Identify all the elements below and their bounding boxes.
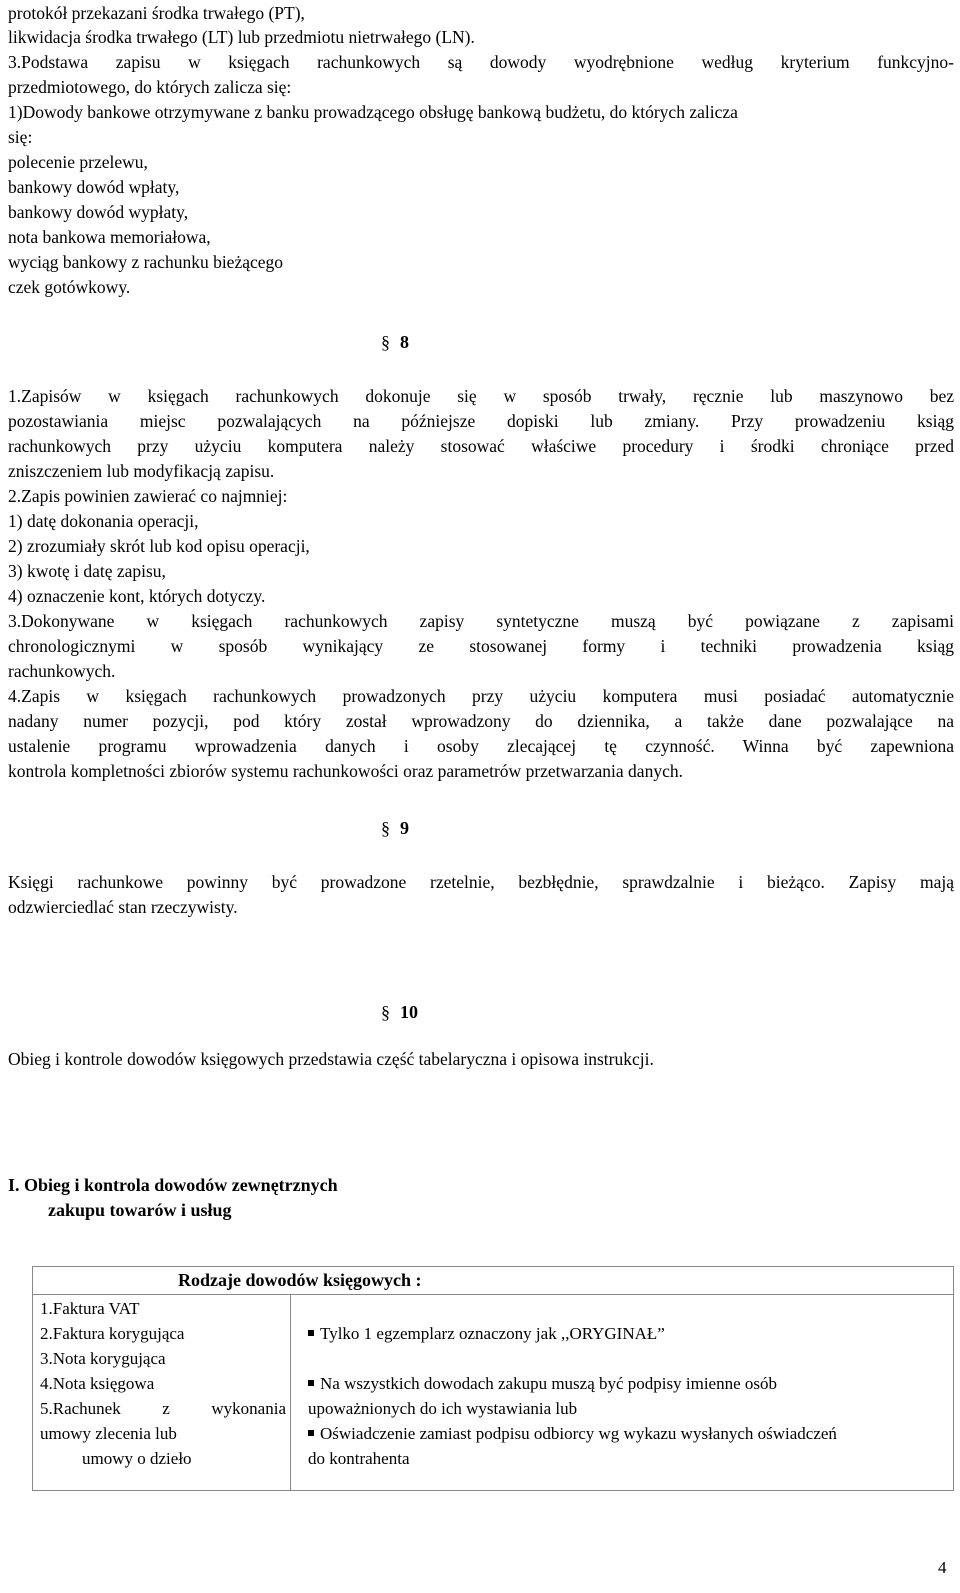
table-bullet-item [308, 1321, 665, 1347]
paragraph-line: chronologicznymi w sposób wynikający ze stosowanej formy i techniki prowadzenia ksiąg [8, 636, 954, 656]
intro-line: się: [8, 127, 33, 147]
table-cell: 3.Nota korygująca [40, 1349, 166, 1368]
list-item: 1) datę dokonania operacji, [8, 511, 199, 531]
table-cell: 2.Faktura korygująca [40, 1324, 185, 1343]
page-number: 4 [938, 1558, 947, 1577]
bullet-icon [308, 1380, 314, 1386]
bullet-text: Tylko 1 egzemplarz oznaczony jak ,,ORYGINAŁ” [320, 1324, 665, 1343]
intro-line: protokół przekazani środka trwałego (PT), [8, 3, 305, 23]
section-subtitle: zakupu towarów i usług [48, 1200, 232, 1220]
intro-line: przedmiotowego, do których zalicza się: [8, 77, 292, 97]
table-cell: do kontrahenta [308, 1449, 410, 1468]
paragraph-line: 1.Zapisów w księgach rachunkowych dokonuje się w sposób trwały, ręcznie lub maszynowo bez [8, 386, 954, 406]
table-cell: umowy zlecenia lub [40, 1424, 177, 1443]
paragraph-line: odzwierciedlać stan rzeczywisty. [8, 897, 238, 917]
list-item: czek gotówkowy. [8, 277, 131, 297]
list-item: 2) zrozumiały skrót lub kod opisu operacji, [8, 536, 310, 556]
table-cell: umowy o dzieło [82, 1449, 192, 1468]
section-title: I. Obieg i kontrola dowodów zewnętrznych [8, 1175, 338, 1195]
list-item: bankowy dowód wypłaty, [8, 202, 189, 222]
list-item: bankowy dowód wpłaty, [8, 177, 180, 197]
bullet-text: Oświadczenie zamiast podpisu odbiorcy wg wykazu wysłanych oświadczeń [320, 1424, 837, 1443]
paragraph-line: Obieg i kontrole dowodów księgowych przedstawia część tabelaryczna i opisowa instrukcji. [8, 1049, 654, 1069]
paragraph-line: 3.Dokonywane w księgach rachunkowych zapisy syntetyczne muszą być powiązane z zapisami [8, 611, 954, 631]
paragraph-line: rachunkowych. [8, 661, 116, 681]
paragraph-line: pozostawiania miejsc pozwalających na późniejsze dopiski lub zmiany. Przy prowadzeniu ksiąg [8, 411, 954, 431]
intro-line: 3.Podstawa zapisu w księgach rachunkowych są dowody wyodrębnione według kryterium funkcyjno- [8, 52, 954, 72]
intro-line: likwidacja środka trwałego (LT) lub przedmiotu nietrwałego (LN). [8, 27, 475, 47]
table-bullet-item [308, 1421, 950, 1447]
table-column-divider [290, 1294, 291, 1491]
paragraph-line: ustalenie programu wprowadzenia danych i osoby zlecającej tę czynność. Winna być zapewniona [8, 736, 954, 756]
bullet-icon [308, 1430, 314, 1436]
table-cell: 1.Faktura VAT [40, 1299, 140, 1318]
list-item: nota bankowa memoriałowa, [8, 227, 211, 247]
paragraph-line: 4.Zapis w księgach rachunkowych prowadzonych przy użyciu komputera musi posiadać automatycznie [8, 686, 954, 706]
list-item: wyciąg bankowy z rachunku bieżącego [8, 252, 284, 272]
section-heading-9 [381, 815, 409, 841]
list-item: polecenie przelewu, [8, 152, 148, 172]
section-number: 9 [400, 818, 409, 838]
paragraph-line: rachunkowych przy użyciu komputera należy stosować właściwe procedury i środki chroniące przed [8, 436, 954, 456]
paragraph-line: nadany numer pozycji, pod który został wprowadzony do dziennika, a także dane pozwalające na [8, 711, 954, 731]
paragraph-symbol: § [381, 332, 390, 352]
intro-line: 1)Dowody bankowe otrzymywane z banku prowadzącego obsługę bankową budżetu, do których zalicza [8, 102, 738, 122]
bullet-text: Na wszystkich dowodach zakupu muszą być podpisy imienne osób [320, 1374, 778, 1393]
paragraph-line: Księgi rachunkowe powinny być prowadzone rzetelnie, bezbłędnie, sprawdzalnie i bieżąco. Zapisy mają [8, 872, 954, 892]
table-cell: 5.Rachunek z wykonania [40, 1399, 286, 1418]
table-title: Rodzaje dowodów księgowych : [178, 1270, 422, 1290]
section-heading-10 [381, 999, 418, 1025]
list-item: 4) oznaczenie kont, których dotyczy. [8, 586, 266, 606]
paragraph-symbol: § [381, 1002, 390, 1022]
table-cell: 4.Nota księgowa [40, 1374, 155, 1393]
section-number: 10 [400, 1002, 418, 1022]
bullet-icon [308, 1330, 314, 1336]
paragraph-line: zniszczeniem lub modyfikacją zapisu. [8, 461, 275, 481]
table-cell: upoważnionych do ich wystawiania lub [308, 1399, 578, 1418]
paragraph-line: kontrola kompletności zbiorów systemu rachunkowości oraz parametrów przetwarzania danych. [8, 761, 683, 781]
section-heading-8 [381, 329, 409, 355]
paragraph-symbol: § [381, 818, 390, 838]
table-header-row [33, 1267, 953, 1295]
table-bullet-item [308, 1371, 950, 1397]
list-item: 3) kwotę i datę zapisu, [8, 561, 166, 581]
section-number: 8 [400, 332, 409, 352]
paragraph-line: 2.Zapis powinien zawierać co najmniej: [8, 486, 288, 506]
